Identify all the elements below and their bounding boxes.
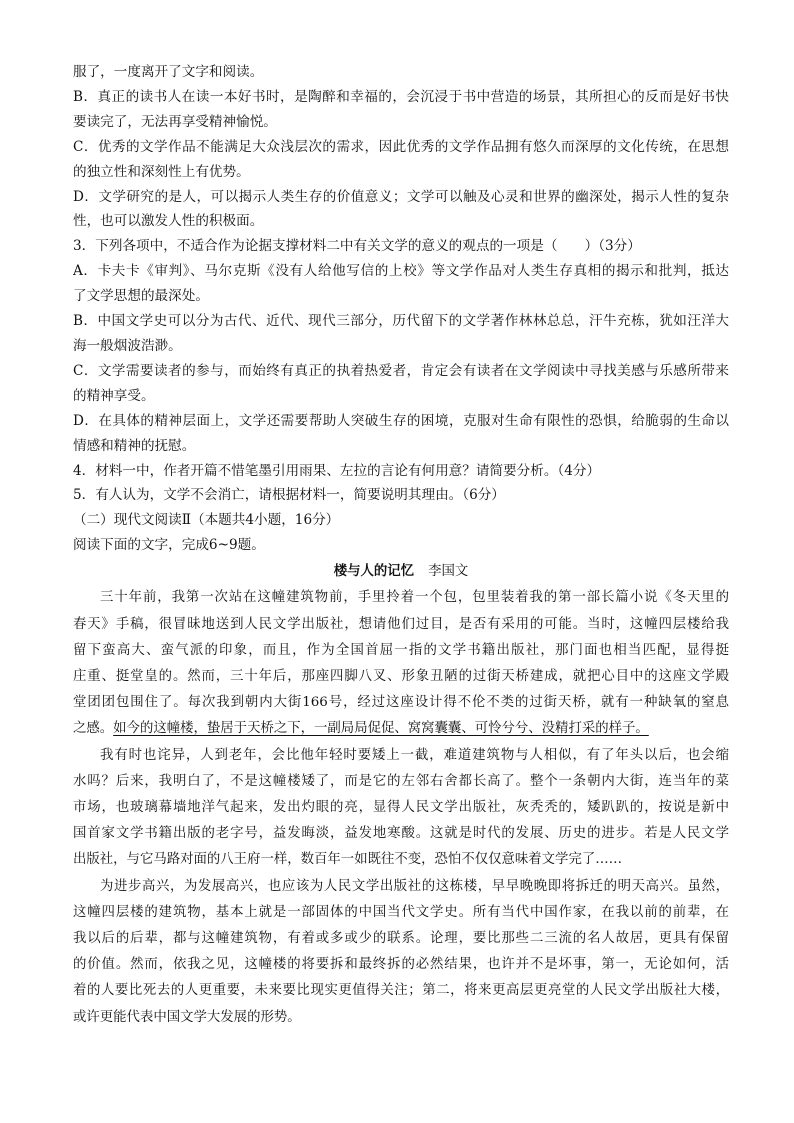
option-c-line: C．优秀的文学作品不能满足大众浅层次的需求，因此优秀的文学作品拥有悠久而深厚的文化传统，在思想 <box>73 138 729 155</box>
story-passage <box>73 558 729 1031</box>
story-title: 楼与人的记忆 <box>333 563 415 580</box>
text-line: 留下蛮高大、蛮气派的印象，而且，作为全国首屈一指的文学书籍出版社，那门面也相当匹配，显得挺 <box>73 642 729 658</box>
text-line: 这幢四层楼的建筑物，基本上就是一部固体的中国当代文学史。所有当代中国作家，在我以前的前辈，在 <box>73 904 729 920</box>
text-line: 或许更能代表中国文学大发展的形势。 <box>73 1009 301 1025</box>
option-c-line: C．文学需要读者的参与，而始终有真正的执着热爱者，肯定会有读者在文学阅读中寻找美感与乐感所带来 <box>73 362 729 379</box>
option-b-line: B．真正的读书人在读一本好书时，是陶醉和幸福的，会沉浸于书中营造的场景，其所担心的反而是好书快 <box>73 88 729 105</box>
text-line: 出版社，与它马路对面的八王府一样，数百年一如既往不变，恐怕不仅仅意味着文学完了…… <box>73 852 623 868</box>
text-line: 水吗？后来，我明白了，不是这幢楼矮了，而是它的左邻右舍都长高了。整个一条朝内大街，连当年的菜 <box>73 773 729 789</box>
text-line: 庄重、挺堂皇的。然而，三十年后，那座四脚八叉、形象丑陋的过街天桥建成，就把心目中的这座文学殿 <box>73 668 729 684</box>
story-paragraph-3 <box>73 874 729 1031</box>
section-instruction: 阅读下面的文字，完成6~9题。 <box>73 537 265 554</box>
text-line: 三十年前，我第一次站在这幢建筑物前，手里拎着一个包，包里装着我的第一部长篇小说《冬天里的 <box>100 590 729 606</box>
story-author: 李国文 <box>428 564 469 580</box>
section-heading: （二）现代文阅读Ⅱ（本题共4小题，16分） <box>73 512 340 529</box>
option-b-line: B．中国文学史可以分为古代、近代、现代三部分，历代留下的文学著作林林总总，汗牛充栋，犹如汪洋大 <box>73 313 729 330</box>
question-5: 5．有人认为，文学不会消亡，请根据材料一，简要说明其理由。（6分） <box>73 487 505 504</box>
text-line: 的精神享受。 <box>73 387 155 404</box>
text-line: 服了，一度离开了文字和阅读。 <box>73 64 264 80</box>
story-paragraph-2 <box>73 743 729 874</box>
exam-page <box>73 60 729 1031</box>
text-line: 的价值。然而，依我之见，这幢楼的将要拆和最终拆的必然结果，也许并不是坏事，第一，无论如何，活 <box>73 957 729 973</box>
text-line: 的独立性和深刻性上有优势。 <box>73 163 250 180</box>
text-line: 性，也可以激发人性的积极面。 <box>73 213 264 230</box>
text-line <box>73 716 729 742</box>
text-line: 了文学思想的最深处。 <box>73 288 209 305</box>
option-d-line: D．在具体的精神层面上，文学还需要帮助人突破生存的困境，克服对生命有限性的恐惧，给脆弱的生命以 <box>73 412 729 429</box>
option-d-line: D．文学研究的是人，可以揭示人类生存的价值意义；文学可以触及心灵和世界的幽深处，揭示人性的复杂 <box>73 188 729 205</box>
text-line: 堂团团包围住了。每次我到朝内大街166号，经过这座设计得不伦不类的过街天桥，就有一种缺氧的窒息 <box>73 695 729 711</box>
option-a-line: A．卡夫卡《审判》、马尔克斯《没有人给他写信的上校》等文学作品对人类生存真相的揭示和批判，抵达 <box>73 263 729 280</box>
text-line: 春天》手稿，很冒昧地送到人民文学出版社，想请他们过目，是否有采用的可能。当时，这幢四层楼给我 <box>73 616 729 632</box>
text-line: 我有时也诧异，人到老年，会比他年轻时要矮上一截，难道建筑物与人相似，有了年头以后，也会缩 <box>100 747 729 763</box>
text-line: 为进步高兴，为发展高兴，也应该为人民文学出版社的这栋楼，早早晚晚即将拆迁的明天高兴。虽然， <box>100 878 729 894</box>
question-3 <box>73 234 729 458</box>
text-line: 国首家文学书籍出版的老字号，益发晦淡，益发地寒酸。这就是时代的发展、历史的进步。若是人民文学 <box>73 826 729 842</box>
story-paragraph-1 <box>73 585 729 742</box>
question-4: 4．材料一中，作者开篇不惜笔墨引用雨果、左拉的言论有何用意？请简要分析。（4分） <box>73 462 601 479</box>
text-line: 我以后的后辈，都与这幢建筑物，有着或多或少的联系。论理，要比那些二三流的名人故居，更具有保留 <box>73 930 729 946</box>
question-3-stem: 3．下列各项中，不适合作为论据支撑材料二中有关文学的意义的观点的一项是（ ）（3分） <box>73 238 641 255</box>
text-line: 市场，也玻璃幕墙地洋气起来，发出灼眼的亮，显得人民文学出版社，灰秃秃的，矮趴趴的，按说是新中 <box>73 799 729 815</box>
text-span: 之感。 <box>73 721 114 737</box>
text-line: 情感和精神的抚慰。 <box>73 437 196 454</box>
story-title-line <box>73 558 729 585</box>
text-line: 着的人要比死去的人更重要，未来要比现实更值得关注；第二，将来更高层更亮堂的人民文学出版社大楼， <box>73 983 729 999</box>
question-2-options-tail <box>73 60 729 234</box>
text-line: 海一般烟波浩渺。 <box>73 337 182 354</box>
underlined-sentence: 如今的这幢楼，蛰居于天桥之下，一副局局促促、窝窝囊囊、可怜兮兮、没精打采的样子。 <box>113 721 649 737</box>
text-line: 要读完了，无法再享受精神愉悦。 <box>73 113 277 130</box>
